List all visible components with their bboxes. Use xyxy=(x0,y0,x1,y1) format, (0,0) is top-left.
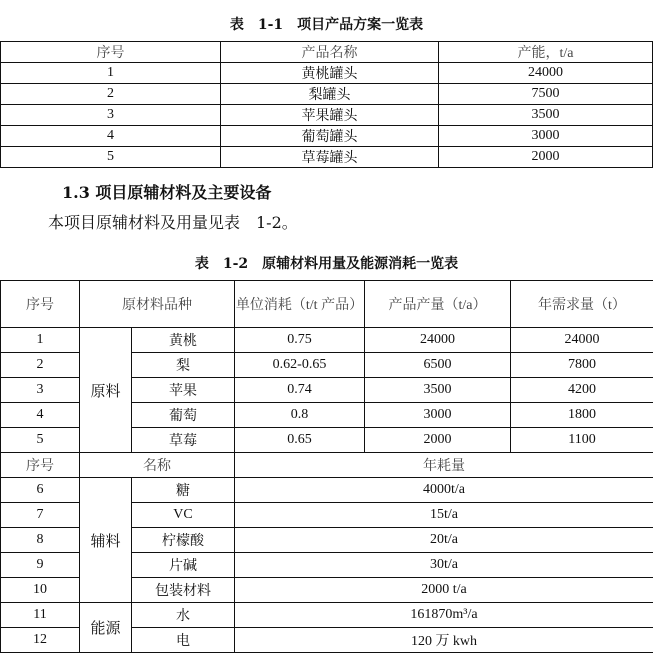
table-cell: 20t/a xyxy=(235,528,653,553)
header-cell: 名称 xyxy=(80,453,235,478)
product-plan-table xyxy=(0,41,653,168)
table2-caption: 表 1-2 原辅材料用量及能源消耗一览表 xyxy=(194,256,459,272)
table-row xyxy=(1,84,653,105)
table-cell: 苹果罐头 xyxy=(221,105,439,126)
table-cell: 1 xyxy=(1,328,80,353)
table-cell: 161870m³/a xyxy=(235,603,653,628)
table1-caption: 表 1-1 项目产品方案一览表 xyxy=(229,17,424,33)
table-subheader-row xyxy=(1,453,653,478)
table-cell: 12 xyxy=(1,628,80,653)
table-cell: 3500 xyxy=(365,378,511,403)
table-header-row xyxy=(1,281,653,328)
table-cell: 15t/a xyxy=(235,503,653,528)
header-cell: 原材料品种 xyxy=(80,281,235,328)
table-cell: 7800 xyxy=(511,353,653,378)
table-cell: 4000t/a xyxy=(235,478,653,503)
header-cell: 序号 xyxy=(1,42,221,63)
table-cell: 草莓 xyxy=(132,428,235,453)
table-cell: 4 xyxy=(1,403,80,428)
table-row xyxy=(1,478,653,503)
table-cell: 2000 xyxy=(365,428,511,453)
table-cell: 苹果 xyxy=(132,378,235,403)
table-cell: 3000 xyxy=(439,126,653,147)
header-cell: 序号 xyxy=(1,281,80,328)
table-row xyxy=(1,63,653,84)
section-heading: 1.3 项目原辅材料及主要设备 xyxy=(62,183,272,202)
table-cell: 5 xyxy=(1,428,80,453)
table-cell: 黄桃 xyxy=(132,328,235,353)
table-cell: 6 xyxy=(1,478,80,503)
table-row xyxy=(1,147,653,168)
table-cell: 5 xyxy=(1,147,221,168)
table-cell: 片碱 xyxy=(132,553,235,578)
table-cell: 1800 xyxy=(511,403,653,428)
table-cell: 7500 xyxy=(439,84,653,105)
table-row xyxy=(1,603,653,628)
table-cell: 0.62-0.65 xyxy=(235,353,365,378)
table-cell: 包装材料 xyxy=(132,578,235,603)
table-cell: 2 xyxy=(1,84,221,105)
table-cell: 4 xyxy=(1,126,221,147)
table-row xyxy=(1,105,653,126)
table-cell: 2 xyxy=(1,353,80,378)
table-row xyxy=(1,328,653,353)
table-cell: 6500 xyxy=(365,353,511,378)
table-cell: 柠檬酸 xyxy=(132,528,235,553)
table-cell: 葡萄 xyxy=(132,403,235,428)
table-cell: 1 xyxy=(1,63,221,84)
table-cell: 草莓罐头 xyxy=(221,147,439,168)
table-cell: 24000 xyxy=(439,63,653,84)
table-cell: 黄桃罐头 xyxy=(221,63,439,84)
header-cell: 年需求量（t） xyxy=(511,281,653,328)
table-cell: 0.65 xyxy=(235,428,365,453)
table-cell: 电 xyxy=(132,628,235,653)
table-cell: 0.8 xyxy=(235,403,365,428)
category-cell: 辅料 xyxy=(80,478,132,603)
table-cell: 4200 xyxy=(511,378,653,403)
header-cell: 单位消耗（t/t 产品） xyxy=(235,281,365,328)
table-cell: 梨 xyxy=(132,353,235,378)
table-cell: 3000 xyxy=(365,403,511,428)
table-cell: 10 xyxy=(1,578,80,603)
category-cell: 原料 xyxy=(80,328,132,453)
table-cell: 9 xyxy=(1,553,80,578)
table-cell: 2000 xyxy=(439,147,653,168)
table-cell: 3500 xyxy=(439,105,653,126)
category-cell: 能源 xyxy=(80,603,132,653)
table-cell: 糖 xyxy=(132,478,235,503)
materials-energy-table xyxy=(0,280,653,653)
header-cell: 产能，t/a xyxy=(439,42,653,63)
table-cell: 11 xyxy=(1,603,80,628)
table-cell: 水 xyxy=(132,603,235,628)
table-cell: 24000 xyxy=(511,328,653,353)
table-cell: 1100 xyxy=(511,428,653,453)
table-cell: 3 xyxy=(1,378,80,403)
table-cell: 30t/a xyxy=(235,553,653,578)
table-cell: 7 xyxy=(1,503,80,528)
table-cell: 葡萄罐头 xyxy=(221,126,439,147)
table-cell: 8 xyxy=(1,528,80,553)
header-cell: 年耗量 xyxy=(235,453,653,478)
table-cell: 0.74 xyxy=(235,378,365,403)
table-cell: 3 xyxy=(1,105,221,126)
table-row xyxy=(1,126,653,147)
header-cell: 产品名称 xyxy=(221,42,439,63)
table-cell: 24000 xyxy=(365,328,511,353)
header-cell: 产品产量（t/a） xyxy=(365,281,511,328)
table-cell: 0.75 xyxy=(235,328,365,353)
header-cell: 序号 xyxy=(1,453,80,478)
table-cell: 120 万 kwh xyxy=(235,628,653,653)
table-header-row xyxy=(1,42,653,63)
table-cell: VC xyxy=(132,503,235,528)
table-cell: 2000 t/a xyxy=(235,578,653,603)
table-cell: 梨罐头 xyxy=(221,84,439,105)
section-paragraph: 本项目原辅材料及用量见表 1-2。 xyxy=(48,213,298,232)
